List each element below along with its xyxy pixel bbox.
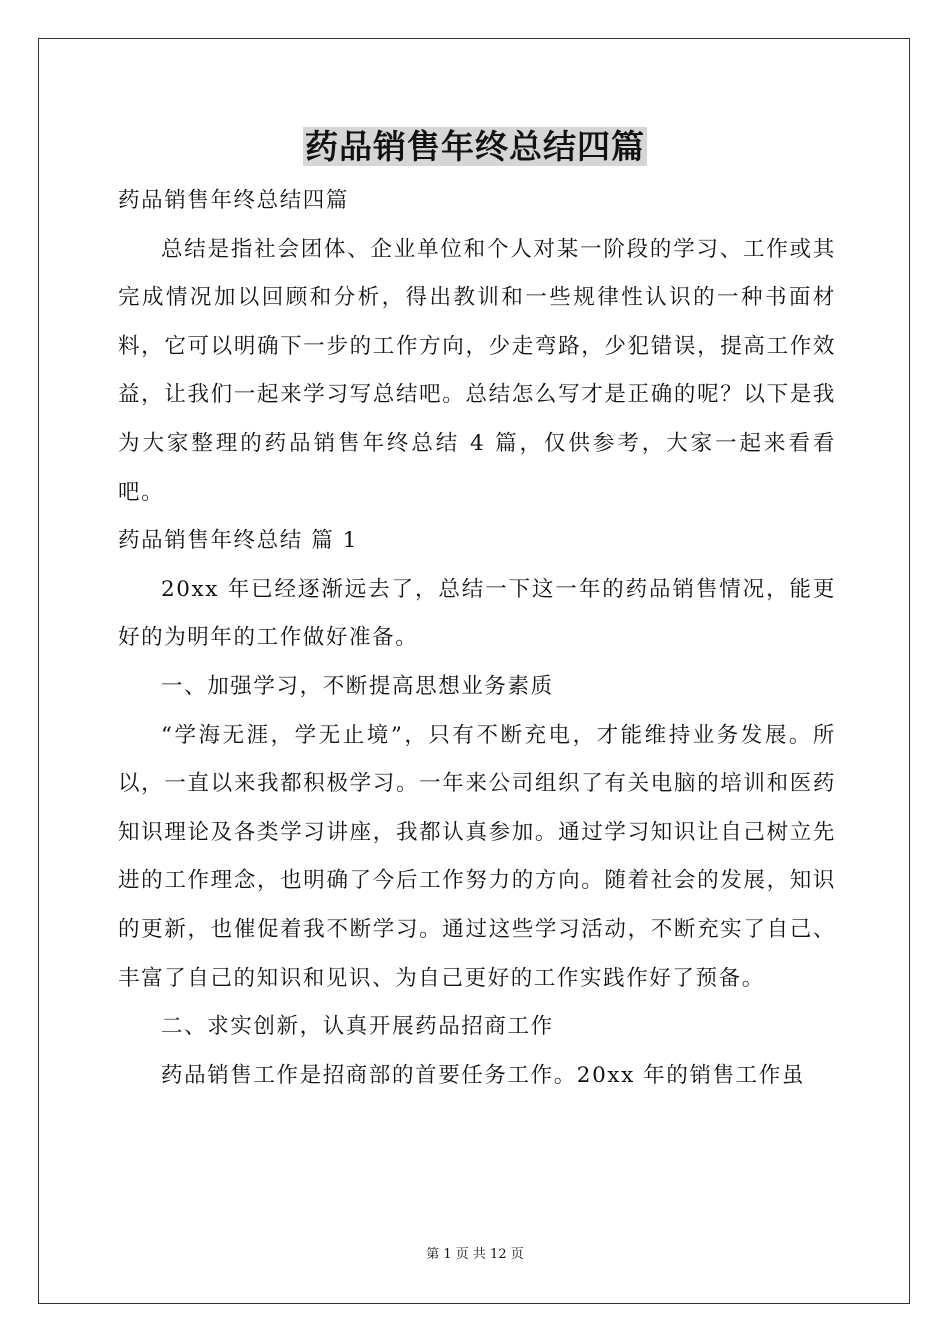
paragraph-sales: 药品销售工作是招商部的首要任务工作。20xx 年的销售工作虽 [161,1062,805,1088]
paragraph-study: “学海无涯，学无止境”，只有不断充电，才能维持业务发展。所以，一直以来我都积极学习。一年来公司组织了有关电脑的培训和医药知识理论及各类学习讲座，我都认真参加。通过学习知识让自己树立先进的工作理念，也明确了今后工作努力的方向。随着社会的发展，知识的更新，也催促着我不断学习。通过这些学习活动，不断充实了自己、丰富了自己的知识和见识、为自己更好的工作实践作好了预备。 [118,722,836,991]
subheading-study: 一、加强学习，不断提高思想业务素质 [161,673,554,699]
document-title-text: 药品销售年终总结四篇 [305,127,645,166]
document-title [0,122,950,172]
subheading-innovation: 二、求实创新，认真开展药品招商工作 [161,1014,554,1040]
document-body [118,177,836,1100]
paragraph-year-review: 20xx 年已经逐渐远去了，总结一下这一年的药品销售情况，能更好的为明年的工作做好准备。 [118,576,836,651]
paragraph-subtitle: 药品销售年终总结四篇 [118,188,350,213]
paragraph-intro: 总结是指社会团体、企业单位和个人对某一阶段的学习、工作或其完成情况加以回顾和分析，得出教训和一些规律性认识的一种书面材料，它可以明确下一步的工作方向，少走弯路，少犯错误，提高工作效益，让我们一起来学习写总结吧。总结怎么写才是正确的呢？以下是我为大家整理的药品销售年终总结 4 篇，仅供参考，大家一起来看看吧。 [118,236,836,505]
page-number-footer: 第 1 页 共 12 页 [426,1247,524,1262]
section-heading-part1: 药品销售年终总结 篇 1 [118,528,359,554]
